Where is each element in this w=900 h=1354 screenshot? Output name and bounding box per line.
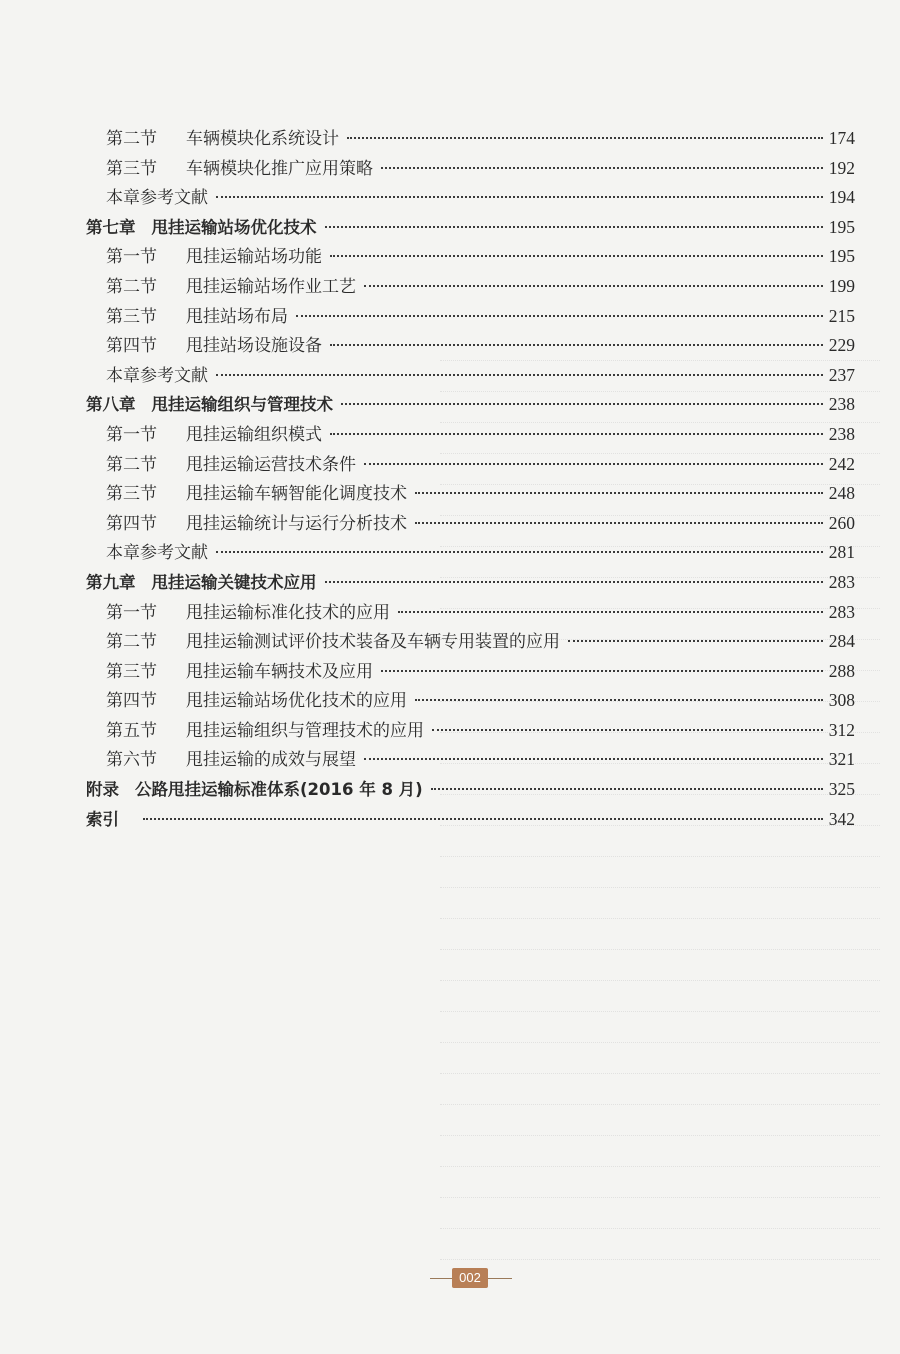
toc-page-number: 238 <box>828 423 855 444</box>
dot-leader <box>415 522 823 524</box>
toc-entry-line <box>106 745 855 775</box>
toc-entry-label <box>106 658 373 688</box>
toc-entry-line <box>86 390 855 420</box>
toc-section-entry[interactable] <box>0 657 900 687</box>
toc-entry-line <box>106 242 855 272</box>
toc-references-entry[interactable] <box>0 361 900 391</box>
toc-section-entry[interactable] <box>0 509 900 539</box>
toc-page-number: 308 <box>828 690 855 711</box>
toc-entry-number: 索引 <box>86 809 119 829</box>
toc-entry-line <box>106 509 855 539</box>
toc-entry-line <box>106 331 855 361</box>
toc-entry-label <box>106 332 322 362</box>
toc-entry-label <box>106 687 407 717</box>
toc-page-number: 283 <box>828 601 855 622</box>
toc-entry-label <box>106 480 407 510</box>
toc-entry-line <box>106 627 855 657</box>
toc-entry-number: 第一节 <box>106 602 157 623</box>
toc-entry-number: 第五节 <box>106 720 157 741</box>
toc-chapter-entry[interactable] <box>0 568 900 598</box>
toc-references-entry[interactable] <box>0 183 900 213</box>
dot-leader <box>216 196 823 198</box>
dot-leader <box>364 463 823 465</box>
toc-page-number: 260 <box>828 512 855 533</box>
dot-leader <box>330 433 823 435</box>
toc-entry-line <box>86 775 855 805</box>
toc-page-number: 192 <box>828 157 855 178</box>
toc-section-entry[interactable] <box>0 154 900 184</box>
toc-entry-label <box>106 184 208 214</box>
toc-entry-label <box>106 303 288 333</box>
toc-entry-line <box>106 538 855 568</box>
toc-entry-title: 车辆模块化推广应用策略 <box>186 158 373 179</box>
toc-entry-title: 甩挂运输组织与管理技术的应用 <box>186 720 424 741</box>
toc-chapter-entry[interactable] <box>0 213 900 243</box>
table-of-contents <box>0 124 900 834</box>
dot-leader <box>341 403 823 405</box>
toc-chapter-entry[interactable] <box>0 390 900 420</box>
toc-entry-label <box>106 421 322 451</box>
toc-entry-number: 第四节 <box>106 513 157 534</box>
toc-section-entry[interactable] <box>0 627 900 657</box>
dot-leader <box>296 315 823 317</box>
toc-entry-number: 第二节 <box>106 276 157 297</box>
toc-entry-number: 第二节 <box>106 454 157 475</box>
page-footer <box>0 1267 900 1289</box>
toc-entry-title: 甩挂站场设施设备 <box>186 336 322 357</box>
toc-entry-title: 车辆模块化系统设计 <box>186 129 339 149</box>
toc-entry-title: 甩挂运输组织模式 <box>186 424 322 445</box>
toc-page-number: 342 <box>828 808 855 829</box>
toc-entry-number: 第一节 <box>106 424 157 445</box>
dot-leader <box>364 285 823 287</box>
toc-entry-title: 甩挂运输标准化技术的应用 <box>186 602 390 623</box>
dot-leader <box>381 670 823 672</box>
toc-page-number: 325 <box>828 779 855 800</box>
toc-entry-title: 甩挂运输测试评价技术装备及车辆专用装置的应用 <box>186 632 560 653</box>
toc-entry-number: 第二节 <box>106 632 157 653</box>
toc-entry-line <box>106 657 855 687</box>
toc-page-number: 194 <box>828 187 855 208</box>
toc-section-entry[interactable] <box>0 420 900 450</box>
toc-entry-line <box>106 716 855 746</box>
toc-section-entry[interactable] <box>0 598 900 628</box>
toc-entry-line <box>106 450 855 480</box>
toc-entry-number: 第三节 <box>106 306 157 327</box>
dot-leader <box>330 255 823 257</box>
toc-entry-title: 甩挂运输关键技术应用 <box>151 572 317 592</box>
toc-references-entry[interactable] <box>0 538 900 568</box>
toc-entry-line <box>106 154 855 184</box>
toc-entry-label <box>106 510 407 540</box>
dot-leader <box>143 818 823 820</box>
toc-entry-label <box>106 539 208 569</box>
toc-entry-title: 甩挂运输车辆技术及应用 <box>186 661 373 682</box>
toc-entry-title: 公路甩挂运输标准体系(2016 年 8 月) <box>135 780 423 800</box>
toc-entry-title: 甩挂运输运营技术条件 <box>186 454 356 475</box>
toc-entry-line <box>106 479 855 509</box>
toc-entry-label <box>106 599 390 629</box>
toc-page-number: 321 <box>828 749 855 770</box>
toc-section-entry[interactable] <box>0 716 900 746</box>
toc-section-entry[interactable] <box>0 479 900 509</box>
footer-rule-left <box>430 1278 454 1279</box>
toc-page-number: 288 <box>828 660 855 681</box>
toc-entry-number: 第三节 <box>106 484 157 505</box>
toc-section-entry[interactable] <box>0 686 900 716</box>
toc-section-entry[interactable] <box>0 331 900 361</box>
toc-entry-title: 本章参考文献 <box>106 543 208 564</box>
toc-entry-number: 第三节 <box>106 661 157 682</box>
toc-page-number: 199 <box>828 275 855 296</box>
toc-page-number: 284 <box>828 631 855 652</box>
toc-entry-title: 甩挂运输组织与管理技术 <box>151 395 333 415</box>
toc-entry-title: 甩挂站场布局 <box>186 306 288 327</box>
toc-section-entry[interactable] <box>0 745 900 775</box>
dot-leader <box>415 492 823 494</box>
toc-entry-number: 第三节 <box>106 158 157 179</box>
toc-chapter-entry[interactable] <box>0 805 900 835</box>
page-number-badge: 002 <box>452 1268 488 1288</box>
footer-rule-right <box>488 1278 512 1279</box>
toc-entry-line <box>106 183 855 213</box>
toc-entry-label <box>106 155 373 185</box>
dot-leader <box>216 551 823 553</box>
toc-section-entry[interactable] <box>0 124 900 154</box>
toc-entry-number: 第七章 <box>86 217 136 237</box>
toc-section-entry[interactable] <box>0 450 900 480</box>
toc-entry-label <box>106 628 560 658</box>
toc-entry-number: 第六节 <box>106 750 157 771</box>
toc-entry-number: 第八章 <box>86 395 136 415</box>
dot-leader <box>330 344 823 346</box>
toc-entry-title: 甩挂运输站场功能 <box>186 247 322 268</box>
toc-entry-title: 甩挂运输站场优化技术 <box>151 217 317 237</box>
toc-entry-line <box>86 213 855 243</box>
toc-page-number: 242 <box>828 453 855 474</box>
toc-entry-label <box>106 362 208 392</box>
toc-section-entry[interactable] <box>0 242 900 272</box>
toc-page-number: 281 <box>828 542 855 563</box>
toc-entry-title: 甩挂运输车辆智能化调度技术 <box>186 484 407 505</box>
toc-page-number: 248 <box>828 483 855 504</box>
toc-entry-line <box>106 420 855 450</box>
toc-entry-line <box>106 272 855 302</box>
toc-page-number: 237 <box>828 364 855 385</box>
toc-entry-label <box>106 717 424 747</box>
dot-leader <box>216 374 823 376</box>
toc-page-number: 195 <box>828 246 855 267</box>
toc-entry-label <box>106 451 356 481</box>
toc-entry-label <box>86 775 423 805</box>
toc-entry-line <box>106 124 855 154</box>
toc-page-number: 174 <box>828 128 855 148</box>
toc-entry-line <box>106 361 855 391</box>
toc-entry-number: 第四节 <box>106 691 157 712</box>
toc-section-entry[interactable] <box>0 272 900 302</box>
toc-section-entry[interactable] <box>0 302 900 332</box>
toc-page-number: 238 <box>828 394 855 415</box>
toc-entry-label <box>106 746 356 776</box>
dot-leader <box>381 167 823 169</box>
toc-chapter-entry[interactable] <box>0 775 900 805</box>
toc-entry-line <box>106 686 855 716</box>
dot-leader <box>568 640 823 642</box>
toc-entry-line <box>86 568 855 598</box>
toc-entry-number: 第九章 <box>86 572 136 592</box>
dot-leader <box>432 729 823 731</box>
toc-entry-line <box>86 805 855 835</box>
toc-entry-title: 甩挂运输的成效与展望 <box>186 750 356 771</box>
toc-entry-number: 附录 <box>86 780 119 800</box>
toc-entry-line <box>106 302 855 332</box>
toc-entry-label <box>86 213 317 243</box>
toc-entry-number: 第二节 <box>106 129 157 149</box>
toc-entry-label <box>86 390 333 420</box>
dot-leader <box>347 137 823 139</box>
toc-entry-label <box>86 805 135 835</box>
toc-page-number: 283 <box>828 571 855 592</box>
toc-entry-label <box>106 125 339 155</box>
toc-entry-label <box>106 243 322 273</box>
dot-leader <box>325 226 823 228</box>
toc-page-number: 312 <box>828 719 855 740</box>
toc-entry-number: 第一节 <box>106 247 157 268</box>
toc-entry-title: 甩挂运输站场优化技术的应用 <box>186 691 407 712</box>
toc-entry-title: 本章参考文献 <box>106 188 208 209</box>
dot-leader <box>325 581 823 583</box>
toc-entry-label <box>86 568 317 598</box>
toc-entry-title: 本章参考文献 <box>106 365 208 386</box>
toc-entry-label <box>106 273 356 303</box>
dot-leader <box>415 699 823 701</box>
toc-page-number: 229 <box>828 335 855 356</box>
dot-leader <box>364 758 823 760</box>
toc-entry-title: 甩挂运输统计与运行分析技术 <box>186 513 407 534</box>
dot-leader <box>398 611 823 613</box>
toc-page-number: 215 <box>828 305 855 326</box>
toc-page-number: 195 <box>828 216 855 237</box>
dot-leader <box>431 788 823 790</box>
toc-entry-title: 甩挂运输站场作业工艺 <box>186 276 356 297</box>
toc-entry-number: 第四节 <box>106 336 157 357</box>
toc-entry-line <box>106 598 855 628</box>
